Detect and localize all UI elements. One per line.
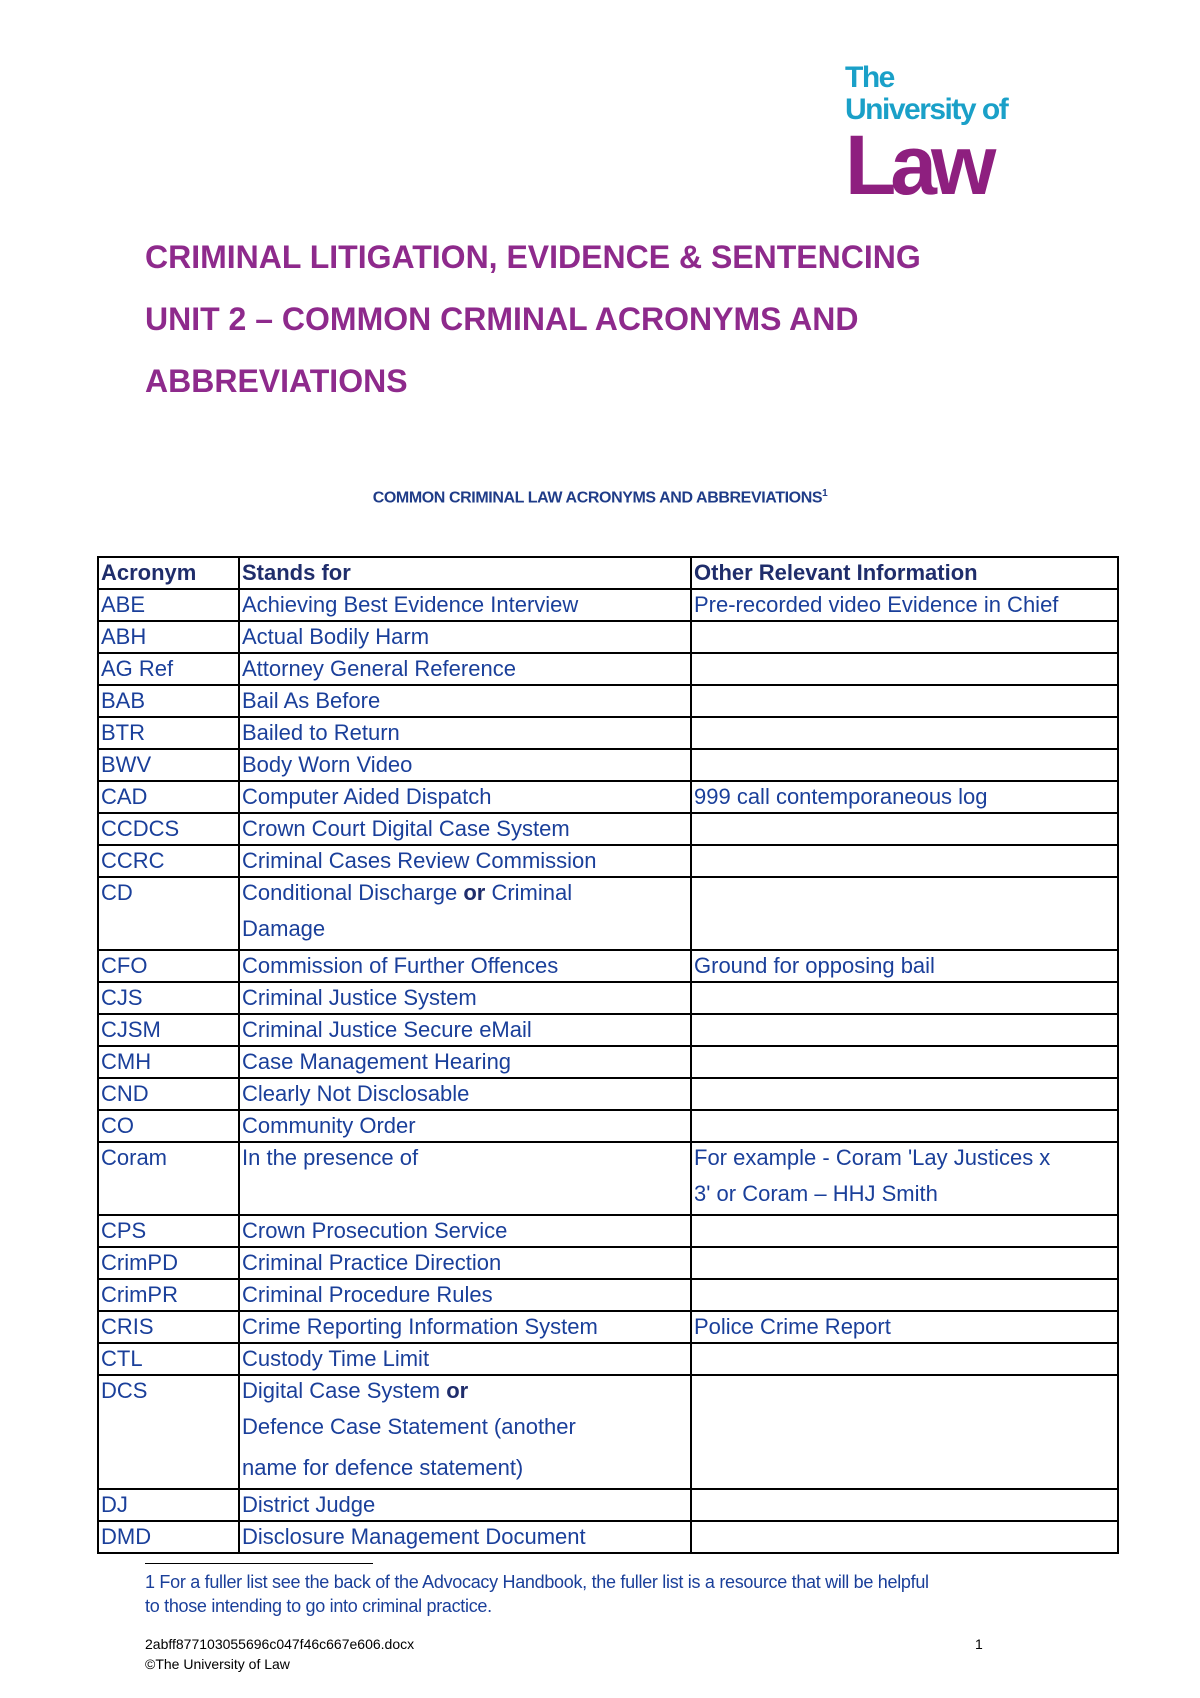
acronym-cell: CAD bbox=[98, 781, 239, 813]
table-row bbox=[98, 1078, 1118, 1110]
acronym-cell: CFO bbox=[98, 950, 239, 982]
table-row bbox=[98, 1110, 1118, 1142]
logo-line-the: The bbox=[845, 61, 894, 94]
stands-for-cell: Bail As Before bbox=[239, 685, 691, 717]
acronym-cell: CrimPD bbox=[98, 1247, 239, 1279]
acronym-cell: CRIS bbox=[98, 1311, 239, 1343]
acronym-cell: DMD bbox=[98, 1521, 239, 1553]
table-header-row bbox=[98, 557, 1118, 589]
stands-for-cell: District Judge bbox=[239, 1489, 691, 1521]
stands-for-cell: Attorney General Reference bbox=[239, 653, 691, 685]
footer-page-number: 1 bbox=[975, 1636, 983, 1652]
stands-for-cell: Crime Reporting Information System bbox=[239, 1311, 691, 1343]
coram-info-line-1: For example - Coram 'Lay Justices x bbox=[694, 1145, 1051, 1170]
footer-filename: 2abff877103055696c047f46c667e606.docx bbox=[145, 1636, 415, 1652]
document-title-line-3: ABBREVIATIONS bbox=[145, 363, 408, 399]
table-row bbox=[98, 749, 1118, 781]
stands-for-cell bbox=[239, 877, 691, 950]
header-stands-for: Stands for bbox=[239, 557, 691, 589]
info-cell bbox=[691, 685, 1118, 717]
stands-for-cell: Achieving Best Evidence Interview bbox=[239, 589, 691, 621]
acronym-cell: DJ bbox=[98, 1489, 239, 1521]
info-cell bbox=[691, 1279, 1118, 1311]
acronym-cell: CMH bbox=[98, 1046, 239, 1078]
table-row bbox=[98, 717, 1118, 749]
table-row bbox=[98, 1343, 1118, 1375]
footnote-number: 1 bbox=[145, 1572, 155, 1592]
stands-for-cell bbox=[239, 1375, 691, 1489]
info-cell bbox=[691, 717, 1118, 749]
info-cell bbox=[691, 982, 1118, 1014]
footnote-reference[interactable]: 1 bbox=[822, 488, 828, 499]
dcs-part-1: Digital Case System bbox=[242, 1378, 447, 1403]
footnote-line-2: to those intending to go into criminal practice. bbox=[145, 1596, 492, 1616]
table-heading-text: COMMON CRIMINAL LAW ACRONYMS AND ABBREVIATIONS bbox=[372, 489, 823, 507]
document-title-line-1: CRIMINAL LITIGATION, EVIDENCE & SENTENCING bbox=[145, 239, 921, 275]
info-cell bbox=[691, 653, 1118, 685]
stands-for-cell: Bailed to Return bbox=[239, 717, 691, 749]
info-cell bbox=[691, 1247, 1118, 1279]
info-cell: Ground for opposing bail bbox=[691, 950, 1118, 982]
stands-for-cell: Clearly Not Disclosable bbox=[239, 1078, 691, 1110]
acronym-cell: CCDCS bbox=[98, 813, 239, 845]
info-cell bbox=[691, 1375, 1118, 1489]
table-row bbox=[98, 1279, 1118, 1311]
info-cell bbox=[691, 1489, 1118, 1521]
stands-for-cell: Crown Court Digital Case System bbox=[239, 813, 691, 845]
footnote-divider bbox=[145, 1563, 373, 1564]
info-cell bbox=[691, 1078, 1118, 1110]
table-row bbox=[98, 1142, 1118, 1215]
acronyms-table bbox=[97, 556, 1119, 1554]
dcs-line-3: name for defence statement) bbox=[242, 1455, 524, 1480]
cd-or: or bbox=[463, 880, 486, 905]
acronym-cell: CO bbox=[98, 1110, 239, 1142]
table-row bbox=[98, 982, 1118, 1014]
stands-for-cell: Commission of Further Offences bbox=[239, 950, 691, 982]
acronym-cell: ABH bbox=[98, 621, 239, 653]
info-cell: Police Crime Report bbox=[691, 1311, 1118, 1343]
info-cell bbox=[691, 877, 1118, 950]
document-title-line-2: UNIT 2 – COMMON CRMINAL ACRONYMS AND bbox=[145, 301, 859, 337]
acronym-cell: BWV bbox=[98, 749, 239, 781]
info-cell bbox=[691, 845, 1118, 877]
info-cell bbox=[691, 749, 1118, 781]
stands-for-cell: Community Order bbox=[239, 1110, 691, 1142]
cd-part-2: Criminal bbox=[485, 880, 573, 905]
table-row bbox=[98, 589, 1118, 621]
table-row bbox=[98, 1375, 1118, 1489]
acronym-cell: CTL bbox=[98, 1343, 239, 1375]
dcs-line-1 bbox=[242, 1376, 688, 1406]
info-cell bbox=[691, 1142, 1118, 1215]
acronym-cell: ABE bbox=[98, 589, 239, 621]
cd-part-1: Conditional Discharge bbox=[242, 880, 464, 905]
table-row bbox=[98, 877, 1118, 950]
table-row bbox=[98, 1247, 1118, 1279]
footnote bbox=[145, 1570, 1065, 1618]
table-row bbox=[98, 1311, 1118, 1343]
info-cell bbox=[691, 1215, 1118, 1247]
dcs-line-2: Defence Case Statement (another bbox=[242, 1414, 576, 1439]
acronym-cell: CJSM bbox=[98, 1014, 239, 1046]
stands-for-cell: Criminal Procedure Rules bbox=[239, 1279, 691, 1311]
info-cell: Pre-recorded video Evidence in Chief bbox=[691, 589, 1118, 621]
stands-for-cell: Custody Time Limit bbox=[239, 1343, 691, 1375]
logo-line-law: Law bbox=[845, 118, 991, 212]
acronym-cell: CPS bbox=[98, 1215, 239, 1247]
stands-for-cell: Criminal Cases Review Commission bbox=[239, 845, 691, 877]
info-cell: 999 call contemporaneous log bbox=[691, 781, 1118, 813]
table-row bbox=[98, 1521, 1118, 1553]
table-row bbox=[98, 1215, 1118, 1247]
header-other-info: Other Relevant Information bbox=[691, 557, 1118, 589]
cd-line-2: Damage bbox=[242, 916, 326, 941]
footnote-text-1: For a fuller list see the back of the Advocacy Handbook, the fuller list is a resource that will be helpful bbox=[159, 1572, 929, 1592]
table-row bbox=[98, 845, 1118, 877]
info-cell bbox=[691, 621, 1118, 653]
table-row bbox=[98, 1046, 1118, 1078]
table-row bbox=[98, 653, 1118, 685]
table-row bbox=[98, 1489, 1118, 1521]
acronym-cell: CJS bbox=[98, 982, 239, 1014]
footnote-line-1 bbox=[145, 1570, 1065, 1594]
acronym-cell: CCRC bbox=[98, 845, 239, 877]
acronym-cell: BTR bbox=[98, 717, 239, 749]
logo-line-university: University of bbox=[845, 93, 1008, 126]
info-cell bbox=[691, 1014, 1118, 1046]
table-row bbox=[98, 685, 1118, 717]
table-row bbox=[98, 813, 1118, 845]
dcs-or: or bbox=[446, 1378, 469, 1403]
table-row bbox=[98, 1014, 1118, 1046]
stands-for-cell: Crown Prosecution Service bbox=[239, 1215, 691, 1247]
info-cell bbox=[691, 1521, 1118, 1553]
acronym-cell: CND bbox=[98, 1078, 239, 1110]
stands-for-cell: Disclosure Management Document bbox=[239, 1521, 691, 1553]
stands-for-cell: In the presence of bbox=[239, 1142, 691, 1215]
acronym-cell: DCS bbox=[98, 1375, 239, 1489]
footer-copyright: ©The University of Law bbox=[145, 1656, 290, 1672]
table-row bbox=[98, 781, 1118, 813]
university-logo bbox=[845, 61, 1035, 212]
table-heading bbox=[0, 488, 1200, 507]
info-cell bbox=[691, 1343, 1118, 1375]
stands-for-cell: Criminal Justice System bbox=[239, 982, 691, 1014]
stands-for-cell: Computer Aided Dispatch bbox=[239, 781, 691, 813]
cd-line-1 bbox=[242, 878, 688, 908]
stands-for-cell: Criminal Justice Secure eMail bbox=[239, 1014, 691, 1046]
stands-for-cell: Actual Bodily Harm bbox=[239, 621, 691, 653]
header-acronym: Acronym bbox=[98, 557, 239, 589]
table-row bbox=[98, 950, 1118, 982]
acronym-cell: CD bbox=[98, 877, 239, 950]
info-cell bbox=[691, 1046, 1118, 1078]
acronym-cell: Coram bbox=[98, 1142, 239, 1215]
info-cell bbox=[691, 813, 1118, 845]
stands-for-cell: Body Worn Video bbox=[239, 749, 691, 781]
acronym-cell: BAB bbox=[98, 685, 239, 717]
stands-for-cell: Criminal Practice Direction bbox=[239, 1247, 691, 1279]
acronym-cell: CrimPR bbox=[98, 1279, 239, 1311]
table-row bbox=[98, 621, 1118, 653]
stands-for-cell: Case Management Hearing bbox=[239, 1046, 691, 1078]
acronym-cell: AG Ref bbox=[98, 653, 239, 685]
coram-info-line-2: 3' or Coram – HHJ Smith bbox=[694, 1181, 938, 1206]
info-cell bbox=[691, 1110, 1118, 1142]
